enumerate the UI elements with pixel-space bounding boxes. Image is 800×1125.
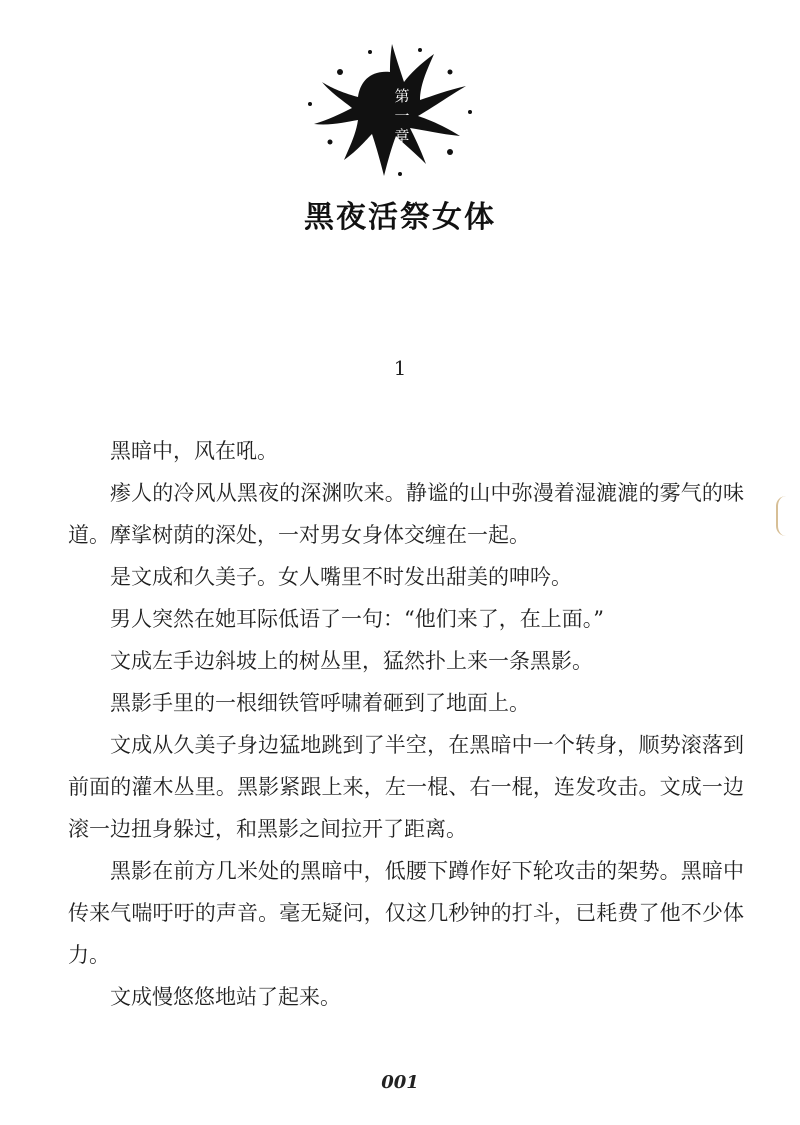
paragraph: 文成慢悠悠地站了起来。 (110, 985, 341, 1009)
chapter-mark-char: 一 (394, 107, 410, 125)
paragraph: 男人突然在她耳际低语了一句：“他们来了，在上面。” (110, 607, 604, 631)
page-number: 001 (381, 1072, 419, 1093)
chapter-mark-char: 第 (394, 87, 410, 105)
chapter-mark (388, 86, 416, 146)
body-text (68, 430, 744, 1018)
paragraph: 是文成和久美子。女人嘴里不时发出甜美的呻吟。 (110, 565, 572, 589)
paragraph: 瘆人的冷风从黑夜的深渊吹来。静谧的山中弥漫着湿漉漉的雾气的味道。摩挲树荫的深处，一对男女身体交缠在一起。 (68, 481, 744, 547)
paragraph: 黑影在前方几米处的黑暗中，低腰下蹲作好下轮攻击的架势。黑暗中传来气喘吁吁的声音。毫无疑问，仅这几秒钟的打斗，已耗费了他不少体力。 (68, 859, 744, 967)
paragraph: 黑影手里的一根细铁管呼啸着砸到了地面上。 (110, 691, 530, 715)
paragraph: 黑暗中，风在吼。 (110, 439, 278, 463)
section-number: 1 (393, 356, 407, 380)
paragraph: 文成从久美子身边猛地跳到了半空，在黑暗中一个转身，顺势滚落到前面的灌木丛里。黑影紧跟上来，左一棍、右一棍，连发攻击。文成一边滚一边扭身躲过，和黑影之间拉开了距离。 (68, 733, 744, 841)
chapter-mark-char: 章 (394, 127, 410, 145)
paragraph: 文成左手边斜坡上的树丛里，猛然扑上来一条黑影。 (110, 649, 593, 673)
chapter-title: 黑夜活祭女体 (304, 200, 496, 235)
margin-mark (776, 496, 788, 536)
